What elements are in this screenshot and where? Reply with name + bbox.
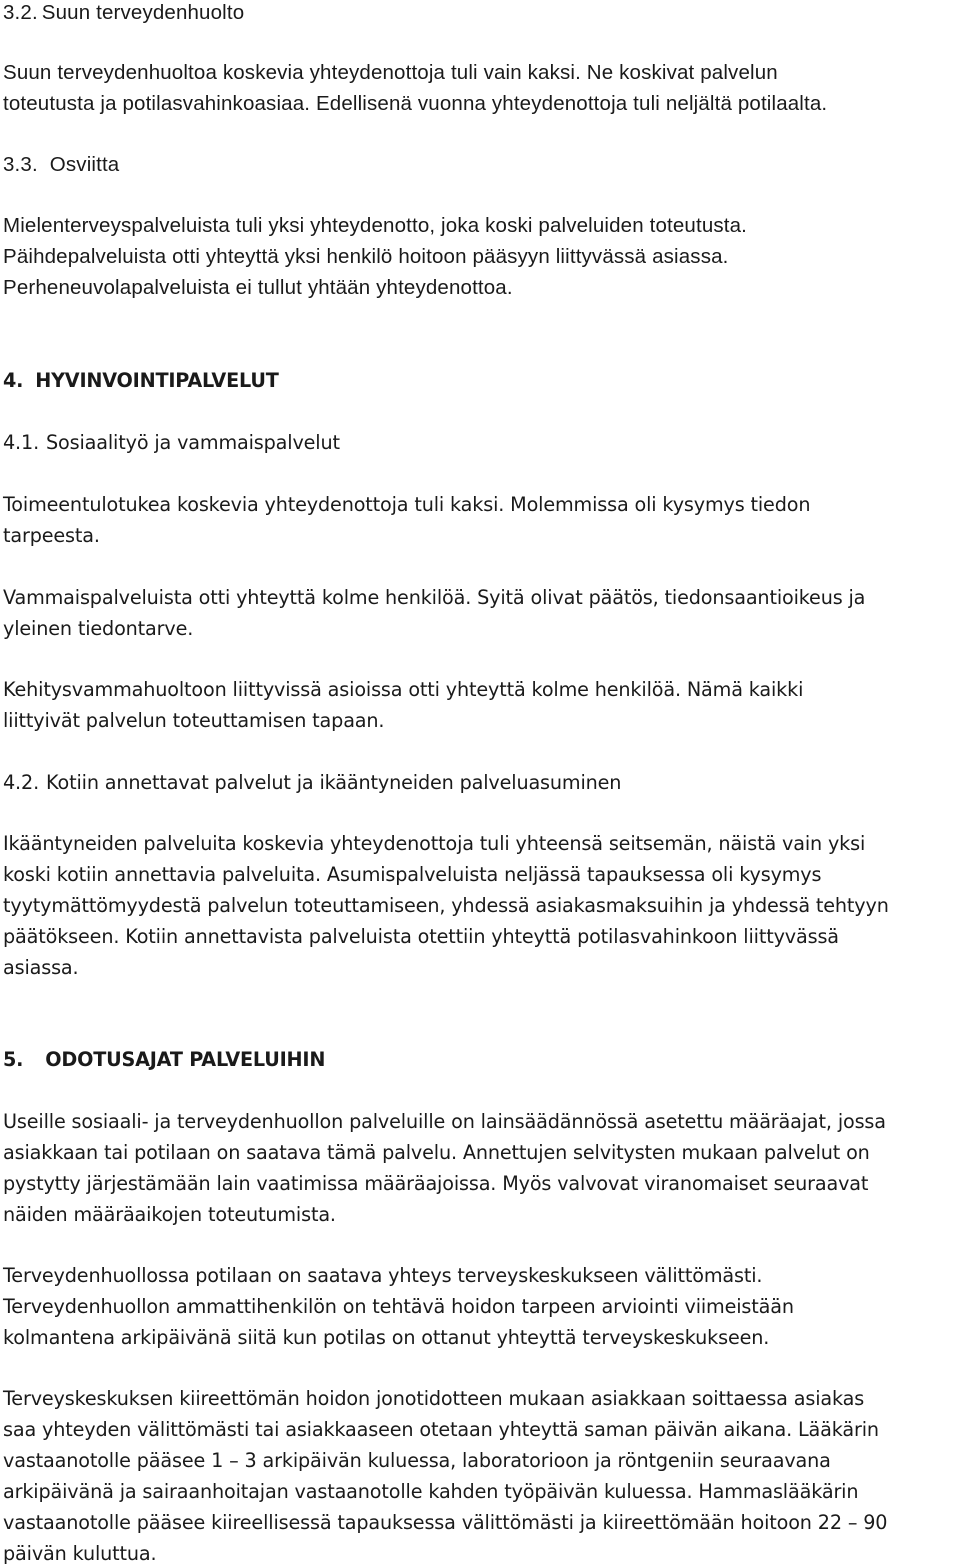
section-title: Osviitta: [49, 153, 120, 176]
paragraph-line: liittyivät palvelun toteuttamisen tapaan.: [3, 709, 385, 732]
section-heading-3-3: [3, 152, 119, 178]
paragraph-line: yleinen tiedontarve.: [3, 617, 194, 640]
paragraph-line: koski kotiin annettavia palveluita. Asumispalveluista neljässä tapauksessa oli kysymys: [3, 863, 822, 886]
section-number: 3.3.: [3, 153, 38, 176]
paragraph-line: kolmantena arkipäivänä siitä kun potilas on ottanut yhteyttä terveyskeskukseen.: [3, 1326, 770, 1349]
paragraph-line: näiden määräaikojen toteutumista.: [3, 1203, 336, 1226]
section-number: 3.2.: [3, 1, 38, 24]
paragraph-line: Toimeentulotukea koskevia yhteydenottoja tuli kaksi. Molemmissa oli kysymys tiedon: [3, 493, 811, 516]
section-title: Suun terveydenhuolto: [41, 1, 245, 24]
section-title: Kotiin annettavat palvelut ja ikääntyneiden palveluasuminen: [46, 771, 622, 794]
paragraph-line: arkipäivänä ja sairaanhoitajan vastaanotolle kahden työpäivän kuluessa. Hammaslääkärin: [3, 1480, 859, 1503]
section-heading-4-2: [3, 770, 621, 796]
paragraph-line: toteutusta ja potilasvahinkoasiaa. Edellisenä vuonna yhteydenottoja tuli neljältä potilaalta.: [3, 92, 828, 115]
paragraph-line: vastaanotolle pääsee kiireellisessä tapauksessa välittömästi ja kiireettömään hoitoon 22 – 90: [3, 1511, 888, 1534]
section-title: HYVINVOINTIPALVELUT: [35, 369, 279, 392]
paragraph-line: Terveyskeskuksen kiireettömän hoidon jonotidotteen mukaan asiakkaan soittaessa asiakas: [3, 1387, 865, 1410]
section-number: 5.: [3, 1048, 24, 1071]
paragraph-line: Kehitysvammahuoltoon liittyvissä asioissa otti yhteyttä kolme henkilöä. Nämä kaikki: [3, 678, 804, 701]
paragraph-line: Suun terveydenhuoltoa koskevia yhteydenottoja tuli vain kaksi. Ne koskivat palvelun: [3, 61, 778, 84]
paragraph-line: tyytymättömyydestä palvelun toteuttamiseen, yhdessä asiakasmaksuihin ja yhdessä tehtyyn: [3, 894, 889, 917]
paragraph-line: pystytty järjestämään lain vaatimissa määräajoissa. Myös valvovat viranomaiset seuraavat: [3, 1172, 869, 1195]
paragraph-line: vastaanotolle pääsee 1 – 3 arkipäivän kuluessa, laboratorioon ja röntgeniin seuraavana: [3, 1449, 831, 1472]
paragraph-line: päivän kuluttua.: [3, 1542, 157, 1565]
paragraph-line: saa yhteyden välittömästi tai asiakkaaseen otetaan yhteyttä saman päivän aikana. Lääkärin: [3, 1418, 879, 1441]
paragraph-line: Päihdepalveluista otti yhteyttä yksi henkilö hoitoon pääsyyn liittyvässä asiassa.: [3, 245, 729, 268]
section-number: 4.2.: [3, 771, 40, 794]
paragraph-line: Terveydenhuollossa potilaan on saatava yhteys terveyskeskukseen välittömästi.: [3, 1264, 763, 1287]
section-number: 4.: [3, 369, 24, 392]
section-heading-5: [3, 1047, 325, 1073]
section-heading-4-1: [3, 430, 340, 456]
section-heading-4: [3, 368, 279, 394]
paragraph-line: Vammaispalveluista otti yhteyttä kolme henkilöä. Syitä olivat päätös, tiedonsaantioikeus ja: [3, 586, 866, 609]
paragraph-line: päätökseen. Kotiin annettavista palveluista otettiin yhteyttä potilasvahinkoon liittyvässä: [3, 925, 839, 948]
paragraph-line: Useille sosiaali- ja terveydenhuollon palveluille on lainsäädännössä asetettu määräajat, jossa: [3, 1110, 886, 1133]
section-heading-3-2: [3, 0, 244, 26]
paragraph-line: asiassa.: [3, 956, 79, 979]
paragraph-line: Terveydenhuollon ammattihenkilön on tehtävä hoidon tarpeen arviointi viimeistään: [3, 1295, 794, 1318]
paragraph-line: Perheneuvolapalveluista ei tullut yhtään yhteydenottoa.: [3, 276, 513, 299]
section-number: 4.1.: [3, 431, 40, 454]
section-title: Sosiaalityö ja vammaispalvelut: [46, 431, 340, 454]
paragraph-line: Mielenterveyspalveluista tuli yksi yhteydenotto, joka koski palveluiden toteutusta.: [3, 214, 748, 237]
paragraph-line: asiakkaan tai potilaan on saatava tämä palvelu. Annettujen selvitysten mukaan palvelut on: [3, 1141, 870, 1164]
paragraph-line: Ikääntyneiden palveluita koskevia yhteydenottoja tuli yhteensä seitsemän, näistä vain yksi: [3, 832, 866, 855]
section-title: ODOTUSAJAT PALVELUIHIN: [45, 1048, 326, 1071]
paragraph-line: tarpeesta.: [3, 524, 100, 547]
